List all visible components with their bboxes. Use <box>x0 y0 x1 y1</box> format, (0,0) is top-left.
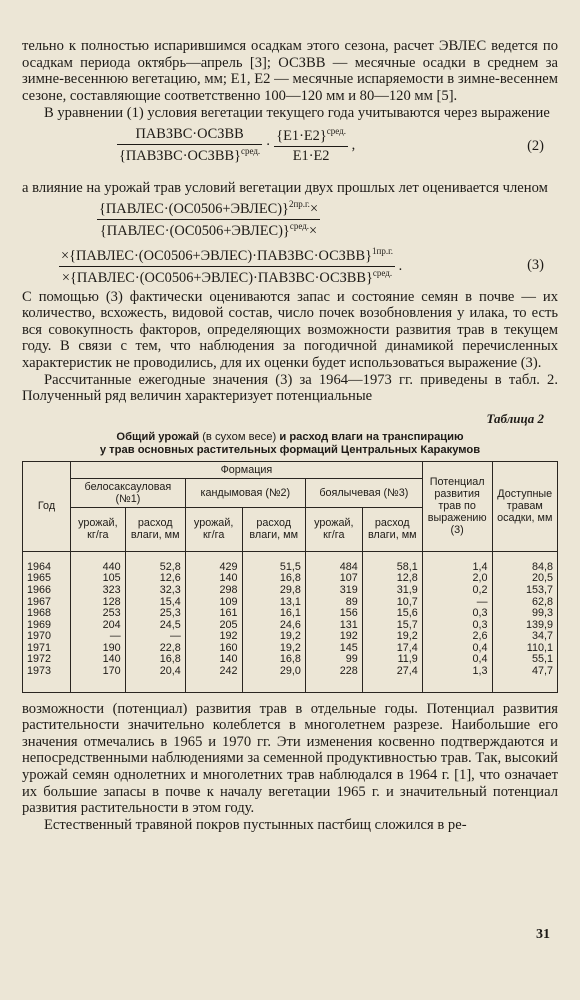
table-cell: 205 <box>185 620 242 632</box>
table-cell: 128 <box>71 597 126 609</box>
table-cell: 139,9 <box>492 620 558 632</box>
header-year: Год <box>23 461 71 551</box>
table-cell: 99 <box>305 654 362 666</box>
yield-table <box>22 461 558 693</box>
table-cell: 25,3 <box>125 608 185 620</box>
table-cell: 153,7 <box>492 585 558 597</box>
formula-3-line-1: $\frac{\{ПАВЛЕС\cdot(ОС0506+ЭВЛЕС)\}^{2пр.г.}\times}{\{ПАВЛЕС\cdot(ОС0506+ЭВЛЕС)\}^{сред.}\times}$ <box>99 198 319 239</box>
table-cell: 58,1 <box>362 551 422 573</box>
table-cell: 29,0 <box>242 666 305 692</box>
table-cell: 47,7 <box>492 666 558 692</box>
table-cell: 323 <box>71 585 126 597</box>
table-cell: 19,2 <box>242 631 305 643</box>
paragraph-4: С помощью (3) фактически оцениваются запас и состояние семян в почве — их количество, всхожесть, видовой состав, число почек возобновления у илака, то есть вся совокупность факторов, определяющих возможности развития трав в текущем году. В связи с тем, что наблюдения за погодичной динамикой перечисленных характеристик не проводились, для их оценки будет использоваться выражение (3). <box>22 288 558 371</box>
table-cell: 11,9 <box>362 654 422 666</box>
formula-2-number: (2) <box>527 137 544 154</box>
table-cell: 13,1 <box>242 597 305 609</box>
table-title: Общий урожай (в сухом весе) и расход влаги на транспирацию у трав основных растительных формаций Центральных Каракумов <box>99 430 481 456</box>
table-cell: 24,6 <box>242 620 305 632</box>
header-water-1: расход влаги, мм <box>125 507 185 551</box>
table-cell: 84,8 <box>492 551 558 573</box>
cell-year: 1966 <box>23 585 71 597</box>
table-row <box>23 551 558 573</box>
table-cell: 24,5 <box>125 620 185 632</box>
page-number: 31 <box>536 927 550 942</box>
table-cell: 107 <box>305 573 362 585</box>
table-cell: 298 <box>185 585 242 597</box>
header-formation-3: боялычевая (№3) <box>305 478 422 507</box>
table-cell: 110,1 <box>492 643 558 655</box>
table-cell: 2,0 <box>422 573 492 585</box>
table-cell: 145 <box>305 643 362 655</box>
table-cell: 105 <box>71 573 126 585</box>
table-cell: 29,8 <box>242 585 305 597</box>
header-yield-3: урожай, кг/га <box>305 507 362 551</box>
table-cell: 19,2 <box>362 631 422 643</box>
table-cell: — <box>71 631 126 643</box>
table-cell: 15,4 <box>125 597 185 609</box>
paragraph-5: Рассчитанные ежегодные значения (3) за 1964—1973 гг. приведены в табл. 2. Полученный ряд величин характеризует потенциальные <box>22 371 558 405</box>
table-cell: 31,9 <box>362 585 422 597</box>
formula-2-fraction-b: $\frac{\{Е1\cdot Е2\}^{сред.}}{Е1\cdot Е2}$ <box>276 125 346 164</box>
table-cell: 34,7 <box>492 631 558 643</box>
table-cell: 161 <box>185 608 242 620</box>
table-cell: 20,5 <box>492 573 558 585</box>
formula-3 <box>22 199 558 289</box>
header-potential: Потенциал развития трав по выражению (3) <box>422 461 492 551</box>
table-cell: 160 <box>185 643 242 655</box>
table-cell: 140 <box>185 654 242 666</box>
table-cell: 89 <box>305 597 362 609</box>
cell-year: 1965 <box>23 573 71 585</box>
table-cell: 19,2 <box>242 643 305 655</box>
table-cell: 0,3 <box>422 608 492 620</box>
header-available-precip: Доступные травам осадки, мм <box>492 461 558 551</box>
table-row <box>23 666 558 692</box>
cell-year: 1972 <box>23 654 71 666</box>
table-cell: 192 <box>185 631 242 643</box>
header-formation-1: белосаксауловая (№1) <box>71 478 186 507</box>
table-cell: 16,8 <box>242 573 305 585</box>
table-cell: 0,4 <box>422 654 492 666</box>
paragraph-2: В уравнении (1) условия вегетации текущего года учитываются через выражение <box>44 105 550 122</box>
header-yield-2: урожай, кг/га <box>185 507 242 551</box>
header-yield-1: урожай, кг/га <box>71 507 126 551</box>
table-cell: 429 <box>185 551 242 573</box>
table-cell: 52,8 <box>125 551 185 573</box>
header-water-3: расход влаги, мм <box>362 507 422 551</box>
formula-2-fraction-a: $\frac{\text{ПАВЗВС·ОСЗВВ}}{\{ПАВЗВС\cdot ОСЗВВ\}^{сред.}}$ <box>119 125 261 164</box>
cell-year: 1967 <box>23 597 71 609</box>
table-cell: 131 <box>305 620 362 632</box>
table-cell: 156 <box>305 608 362 620</box>
cell-year: 1973 <box>23 666 71 692</box>
table-cell: 109 <box>185 597 242 609</box>
table-cell: 10,7 <box>362 597 422 609</box>
table-cell: — <box>422 597 492 609</box>
table-cell: 140 <box>185 573 242 585</box>
paragraph-7: Естественный травяной покров пустынных пастбищ сложился в ре- <box>44 816 467 833</box>
table-row <box>23 608 558 620</box>
header-formation-2: кандымовая (№2) <box>185 478 305 507</box>
table-cell: 242 <box>185 666 242 692</box>
table-cell: 12,6 <box>125 573 185 585</box>
table-cell: — <box>125 631 185 643</box>
table-cell: 0,2 <box>422 585 492 597</box>
table-cell: 16,8 <box>242 654 305 666</box>
table-cell: 228 <box>305 666 362 692</box>
table-cell: 440 <box>71 551 126 573</box>
cell-year: 1971 <box>23 643 71 655</box>
cell-year: 1969 <box>23 620 71 632</box>
table-cell: 2,6 <box>422 631 492 643</box>
table-cell: 190 <box>71 643 126 655</box>
table-cell: 17,4 <box>362 643 422 655</box>
table-cell: 32,3 <box>125 585 185 597</box>
table-cell: 170 <box>71 666 126 692</box>
table-cell: 22,8 <box>125 643 185 655</box>
table-cell: 15,6 <box>362 608 422 620</box>
cell-year: 1970 <box>23 631 71 643</box>
table-cell: 253 <box>71 608 126 620</box>
paragraph-3: а влияние на урожай трав условий вегетации двух прошлых лет оценивается членом <box>22 179 548 196</box>
table-cell: 20,4 <box>125 666 185 692</box>
table-cell: 484 <box>305 551 362 573</box>
table-cell: 99,3 <box>492 608 558 620</box>
table-row <box>23 585 558 597</box>
table-caption: Таблица 2 <box>486 410 544 426</box>
table-cell: 1,3 <box>422 666 492 692</box>
table-cell: 0,3 <box>422 620 492 632</box>
table-cell: 12,8 <box>362 573 422 585</box>
table-cell: 15,7 <box>362 620 422 632</box>
table-cell: 204 <box>71 620 126 632</box>
table-cell: 51,5 <box>242 551 305 573</box>
table-cell: 1,4 <box>422 551 492 573</box>
paragraph-6: возможности (потенциал) развития трав в отдельные годы. Потенциал развития растительности значительно колеблется в многолетнем разрезе. Наибольшие его значения отмечались в 1965 и 1970 гг. Эти изменения косвенно подтверждаются и непосредственными наблюдениями за семенной продуктивностью трав. Так, высокий урожай семян однолетних и многолетних трав наблюдался в 1964 г. [1], что означает их большие запасы в почве к началу вегетации 1965 г. и значительный потенциал развития растительности в этом году. <box>22 700 558 817</box>
table-cell: 55,1 <box>492 654 558 666</box>
cell-year: 1964 <box>23 551 71 573</box>
header-formation: Формация <box>71 461 423 478</box>
table-cell: 140 <box>71 654 126 666</box>
table-body <box>23 551 558 692</box>
table-cell: 27,4 <box>362 666 422 692</box>
paragraph-1: тельно к полностью испарившимся осадкам этого сезона, расчет ЭВЛЕС ведется по осадкам периода октябрь—апрель [3]; ОСЗВВ — месячные осадки в среднем за зимне-весеннюю вегетацию, мм; Е1, Е2 — месячные испаряемости в зимне-весеннем сезоне, составляющие соответственно 100—120 мм и 80—120 мм [5]. <box>22 38 558 104</box>
table-cell: 192 <box>305 631 362 643</box>
table-cell: 16,8 <box>125 654 185 666</box>
table-cell: 319 <box>305 585 362 597</box>
formula-2: $\frac{\text{ПАВЗВС·ОСЗВВ}}{\{ПАВЗВС\cdot ОСЗВВ\}^{сред.}}$ · $\frac{\{Е1\cdot Е2\}^{сред.}}{Е1\cdot Е2}$ , (2) <box>119 125 544 164</box>
table-cell: 0,4 <box>422 643 492 655</box>
table-cell: 16,1 <box>242 608 305 620</box>
cell-year: 1968 <box>23 608 71 620</box>
formula-3-number: (3) <box>527 256 544 273</box>
header-water-2: расход влаги, мм <box>242 507 305 551</box>
table-cell: 62,8 <box>492 597 558 609</box>
formula-3-line-2: $\frac{\times\{ПАВЛЕС\cdot(ОС0506+ЭВЛЕС)\cdot ПАВЗВС\cdot ОСЗВВ\}^{1пр.г.}}{\times\{ПАВЛЕС\cdot(ОС0506+ЭВЛЕС)\cdot ПАВЗВС\cdot ОСЗВВ\}^{сред.}}$ . <box>61 245 403 286</box>
